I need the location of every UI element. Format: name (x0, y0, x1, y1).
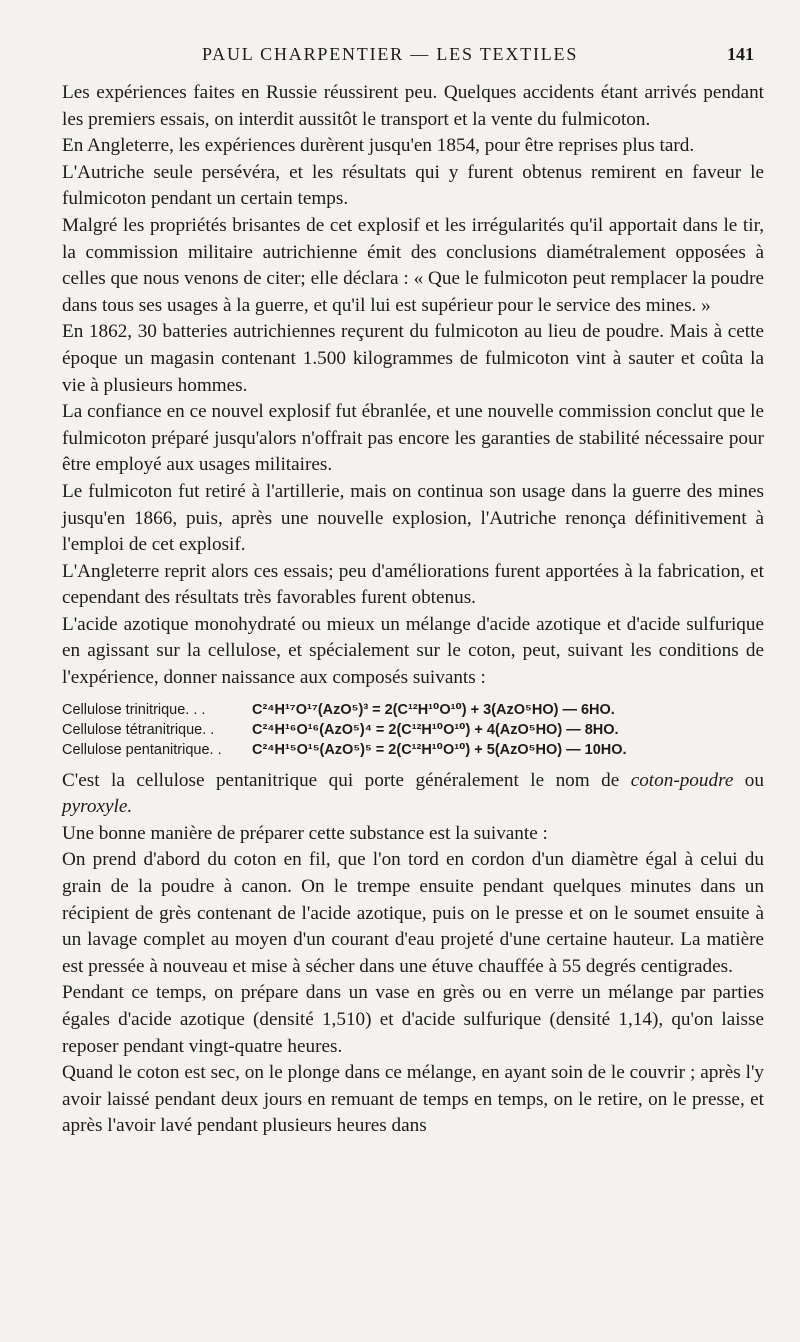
paragraph-3: L'Autriche seule persévéra, et les résultats qui y furent obtenus remirent en faveur le fulmicoton pendant un certain temps. (62, 161, 764, 210)
term-pyroxyle: pyroxyle. (62, 796, 133, 818)
formula-expression: C²⁴H¹⁷O¹⁷(AzO⁵)³ = 2(C¹²H¹⁰O¹⁰) + 3(AzO⁵HO) — 6HO. (252, 701, 615, 718)
paragraph-10-connector: ou (733, 769, 764, 791)
paragraph-7: Le fulmicoton fut retiré à l'artillerie, mais on continua son usage dans la guerre des mines jusqu'en 1866, puis, après une nouvelle explosion, l'Autriche renonça définitivement à l'emploi de cet explosif. (62, 480, 764, 556)
formula-name: Cellulose trinitrique. . . (62, 701, 206, 718)
paragraph-11: Une bonne manière de préparer cette substance est la suivante : (62, 822, 548, 844)
term-coton-poudre: coton-poudre (630, 769, 734, 791)
formula-row (62, 720, 764, 740)
paragraph-13: Pendant ce temps, on prépare dans un vase en grès ou en verre un mélange par parties égales d'acide azotique (densité 1,510) et d'acide sulfurique (densité 1,14), qu'on laisse reposer pendant vingt-quatre heures. (62, 982, 764, 1057)
formula-expression: C²⁴H¹⁵O¹⁵(AzO⁵)⁵ = 2(C¹²H¹⁰O¹⁰) + 5(AzO⁵HO) — 10HO. (252, 741, 627, 758)
paragraph-10 (62, 768, 764, 821)
formula-row (62, 740, 764, 760)
paragraph-9: L'acide azotique monohydraté ou mieux un mélange d'acide azotique et d'acide sulfurique en agissant sur la cellulose, et spécialement sur le coton, peut, suivant les conditions de l'expérience, donner naissance aux composés suivants : (62, 613, 764, 689)
formula-name: Cellulose tétranitrique. . (62, 721, 215, 738)
paragraph-10-text: C'est la cellulose pentanitrique qui porte généralement le nom de (62, 769, 631, 791)
paragraph-2: En Angleterre, les expériences durèrent jusqu'en 1854, pour être reprises plus tard. (62, 135, 695, 157)
paragraph-6: La confiance en ce nouvel explosif fut ébranlée, et une nouvelle commission conclut que le fulmicoton préparé jusqu'alors n'offrait pas encore les garanties de stabilité nécessaire pour être employé aux usages militaires. (62, 401, 764, 476)
formula-name: Cellulose pentanitrique. . (62, 741, 222, 758)
paragraph-12: On prend d'abord du coton en fil, que l'on tord en cordon d'un diamètre égal à celui du grain de la poudre à canon. On le trempe ensuite pendant quelques minutes dans un récipient de grès contenant de l'acide azotique, puis on le presse et on le soumet ensuite à un lavage complet au moyen d'un courant d'eau projeté d'une certaine hauteur. La matière est pressée à nouveau et mise à sécher dans une étuve chauffée à 55 degrés centigrades. (62, 849, 764, 977)
paragraph-5: En 1862, 30 batteries autrichiennes reçurent du fulmicoton au lieu de poudre. Mais à cette époque un magasin contenant 1.500 kilogrammes de fulmicoton vint à sauter et coûta la vie à plusieurs hommes. (62, 321, 764, 396)
paragraph-4: Malgré les propriétés brisantes de cet explosif et les irrégularités qu'il apportait dans le tir, la commission militaire autrichienne émit des conclusions diamétralement opposées à celles que nous venons de citer; elle déclara : « Que le fulmicoton peut remplacer la poudre dans tous ses usages à la guerre, et qu'il lui est supérieur pour le service des mines. » (62, 214, 764, 316)
formula-table (62, 700, 764, 760)
formula-row (62, 700, 764, 720)
page-header (62, 44, 762, 68)
paragraph-14: Quand le coton est sec, on le plonge dans ce mélange, en ayant soin de le couvrir ; après l'y avoir laissé pendant deux jours en remuant de temps en temps, on le retire, on le presse, et après l'avoir lavé pendant plusieurs heures dans (62, 1062, 764, 1137)
page-number: 141 (727, 44, 754, 64)
body-text (62, 80, 764, 1140)
running-title: PAUL CHARPENTIER — LES TEXTILES (202, 44, 579, 64)
paragraph-8: L'Angleterre reprit alors ces essais; peu d'améliorations furent apportées à la fabrication, et cependant des résultats très favorables furent obtenus. (62, 560, 764, 609)
formula-expression: C²⁴H¹⁶O¹⁶(AzO⁵)⁴ = 2(C¹²H¹⁰O¹⁰) + 4(AzO⁵HO) — 8HO. (252, 721, 619, 738)
paragraph-1: Les expériences faites en Russie réussirent peu. Quelques accidents étant arrivés pendant les premiers essais, on interdit aussitôt le transport et la vente du fulmicoton. (62, 82, 764, 130)
